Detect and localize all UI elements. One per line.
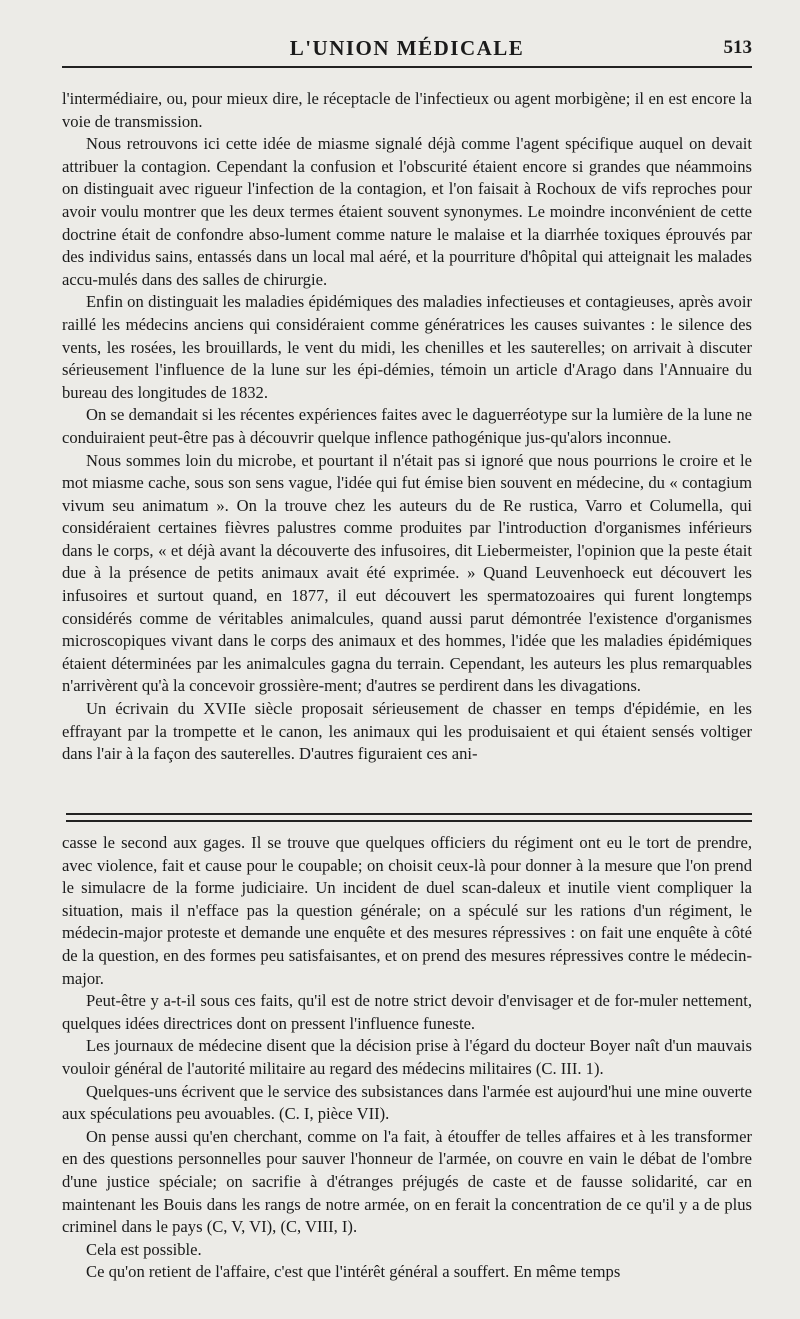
paragraph: Les journaux de médecine disent que la décision prise à l'égard du docteur Boyer naît d'un mauvais vouloir général de l'autorité militaire au regard des médecins militaires (C. III. 1). <box>62 1036 752 1078</box>
paragraph: casse le second aux gages. Il se trouve que quelques officiers du régiment ont eu le tort de prendre, avec violence, fait et cause pour le coupable; on choisit ceux-là pour donner à la mesure que l'on prend le simulacre de la forme judiciaire. Un incident de duel scan-daleux et inutile vient compliquer la situation, mais il n'efface pas la question générale; on a spéculé sur les rations d'un régiment, le médecin-major proteste et demande une enquête et des mesures répressives : on fait une enquête à côté de la question, en des formes peu satisfaisantes, et on prend des mesures répressives contre le médecin-major. <box>62 833 752 988</box>
paragraph: Cela est possible. <box>86 1239 202 1259</box>
paragraph: Peut-être y a-t-il sous ces faits, qu'il est de notre strict devoir d'envisager et de for-muler nettement, quelques idées directrices dont on pressent l'influence funeste. <box>62 991 752 1033</box>
paragraph: On se demandait si les récentes expériences faites avec le daguerréotype sur la lumière de la lune ne conduiraient peut-être pas à découvrir quelque inflence pathogénique jus-qu'alors inconnue. <box>62 405 752 447</box>
bottom-article <box>62 832 752 1284</box>
paragraph: Ce qu'on retient de l'affaire, c'est que l'intérêt général a souffert. En même temps <box>86 1262 621 1282</box>
paragraph: l'intermédiaire, ou, pour mieux dire, le réceptacle de l'infectieux ou agent morbigène; il en est encore la voie de transmission. <box>62 89 752 131</box>
paragraph: On pense aussi qu'en cherchant, comme on l'a fait, à étouffer de telles affaires et à les transformer en des questions personnelles pour sauver l'honneur de l'armée, on couvre en vain le débat de l'ombre d'une justice spéciale; on sacrifie à d'étranges préjugés de caste et de fausse solidarité, car en maintenant les Bouis dans les rangs de notre armée, on en ferait la concentration de ce qu'il y a de plus criminel dans le pays (C, V, VI), (C, VIII, I). <box>62 1126 752 1237</box>
running-title: L'UNION MÉDICALE <box>289 36 525 60</box>
paragraph: Nous retrouvons ici cette idée de miasme signalé déjà comme l'agent spécifique auquel on devait attribuer la contagion. Cependant la confusion et l'obscurité étaient encore si grandes que néammoins on distinguait avec rigueur l'infection de la contagion, et l'on faisait à Rochoux de vifs reproches pour avoir voulu montrer que les deux termes étaient souvent synonymes. Le moindre inconvénient de cette doctrine était de confondre abso-lument comme nature le malaise et la diarrhée toxiques éprouvés par des individus sains, entassés dans un local mal aéré, et la pourriture d'hôpital qui atteignait les malades accu-mulés dans des salles de chirurgie. <box>62 134 752 289</box>
paragraph: Nous sommes loin du microbe, et pourtant il n'était pas si ignoré que nous pourrions le croire et le mot miasme cache, sous son sens vague, l'idée qui fut émise bien souvent en médecine, du « contagium vivum seu animatum ». On la trouve chez les auteurs du de Re rustica, Varro et Columella, qui considéraient certaines fièvres palustres comme produites par l'introduction d'organismes inférieurs dans le corps, « et déjà avant la découverte des infusoires, dit Liebermeister, l'opinion que la peste était due à la présence de petits animaux avait été exprimée. » Quand Leuvenhoeck eut découvert les infusoires et surtout quand, en 1877, il eut découvert les spermatozoaires qui furent longtemps considérés comme de véritables animalcules, quand aussi parut démontrée l'existence d'organismes microscopiques vivant dans le corps des animaux et des hommes, l'idée que les maladies épidémiques étaient déterminées par les animalcules gagna du terrain. Cependant, les auteurs les plus remarquables n'arrivèrent qu'à la concevoir grossière-ment; d'autres se perdirent dans les divagations. <box>62 450 752 696</box>
paragraph: Un écrivain du XVIIe siècle proposait sérieusement de chasser en temps d'épidémie, en les effrayant par la trompette et le canon, les animaux qui les produisaient et qui étaient sensés voltiger dans l'air à la façon des sauterelles. D'autres figuraient ces ani- <box>62 699 752 764</box>
paragraph: Enfin on distinguait les maladies épidémiques des maladies infectieuses et contagieuses, après avoir raillé les médecins anciens qui considéraient comme génératrices les causes suivantes : le silence des vents, les rosées, les brouillards, le vent du midi, les chenilles et les sauterelles; on arrivait à discuter sérieusement l'influence de la lune sur les épi-démies, témoin un article d'Arago dans l'Annuaire du bureau des longitudes de 1832. <box>62 292 752 402</box>
top-article <box>62 88 752 766</box>
paragraph: Quelques-uns écrivent que le service des subsistances dans l'armée est aujourd'hui une mine ouverte aux spéculations peu avouables. (C. I, pièce VII). <box>62 1081 752 1124</box>
section-separator <box>66 813 752 825</box>
page-number: 513 <box>723 37 752 58</box>
page-header <box>62 36 752 68</box>
